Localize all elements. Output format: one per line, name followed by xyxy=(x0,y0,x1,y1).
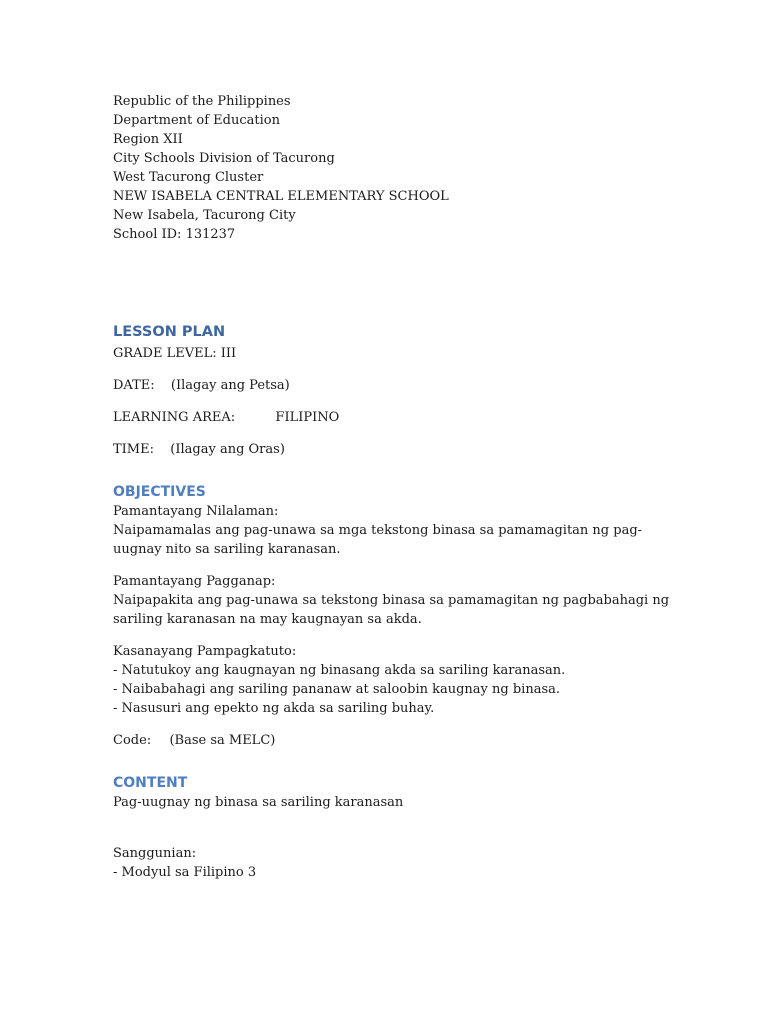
code-line xyxy=(113,731,673,750)
header-line-country: Republic of the Philippines xyxy=(113,94,291,109)
code-label: Code: xyxy=(113,733,152,748)
learning-area-value: FILIPINO xyxy=(275,410,340,425)
header-line-address: New Isabela, Tacurong City xyxy=(113,208,296,223)
header-line-school-name: NEW ISABELA CENTRAL ELEMENTARY SCHOOL xyxy=(113,189,449,204)
header-line-department: Department of Education xyxy=(113,113,280,128)
time-value: (Ilagay ang Oras) xyxy=(170,442,285,457)
learning-area-line xyxy=(113,408,673,427)
performance-standard-text: Naipapakita ang pag-unawa sa tekstong binasa sa pamamagitan ng pagbabahagi ng sariling karanasan na may kaugnayan sa akda. xyxy=(113,593,670,627)
content-standard-text: Naipamamalas ang pag-unawa sa mga tekstong binasa sa pamamagitan ng pag-uugnay nito sa sariling karanasan. xyxy=(113,523,643,557)
header-line-school-id: School ID: 131237 xyxy=(113,227,236,242)
competencies-label: Kasanayang Pampagkatuto: xyxy=(113,644,297,659)
competency-item: - Naibabahagi ang sariling pananaw at saloobin kaugnay ng binasa. xyxy=(113,682,561,697)
learning-area-label: LEARNING AREA: xyxy=(113,410,236,425)
date-line xyxy=(113,376,673,395)
header-line-division: City Schools Division of Tacurong xyxy=(113,151,335,166)
code-value: (Base sa MELC) xyxy=(169,733,276,748)
grade-level-value: III xyxy=(220,346,237,361)
competency-item: - Nasusuri ang epekto ng akda sa sariling buhay. xyxy=(113,701,435,716)
content-standard-label: Pamantayang Nilalaman: xyxy=(113,504,279,519)
performance-standard-label: Pamantayang Pagganap: xyxy=(113,574,276,589)
date-value: (Ilagay ang Petsa) xyxy=(170,378,290,393)
header-line-region: Region XII xyxy=(113,132,183,147)
document-page xyxy=(113,92,673,882)
date-label: DATE: xyxy=(113,378,155,393)
objectives-heading: OBJECTIVES xyxy=(113,484,206,500)
grade-level-line xyxy=(113,344,673,363)
content-heading: CONTENT xyxy=(113,775,188,791)
header-line-cluster: West Tacurong Cluster xyxy=(113,170,264,185)
grade-level-label: GRADE LEVEL: xyxy=(113,346,217,361)
lesson-plan-heading: LESSON PLAN xyxy=(113,324,226,340)
competency-item: - Natutukoy ang kaugnayan ng binasang akda sa sariling karanasan. xyxy=(113,663,566,678)
content-topic: Pag-uugnay ng binasa sa sariling karanasan xyxy=(113,795,404,810)
time-line xyxy=(113,440,673,459)
reference-item: - Modyul sa Filipino 3 xyxy=(113,865,257,880)
school-header xyxy=(113,92,673,244)
references-label: Sanggunian: xyxy=(113,846,197,861)
time-label: TIME: xyxy=(113,442,154,457)
